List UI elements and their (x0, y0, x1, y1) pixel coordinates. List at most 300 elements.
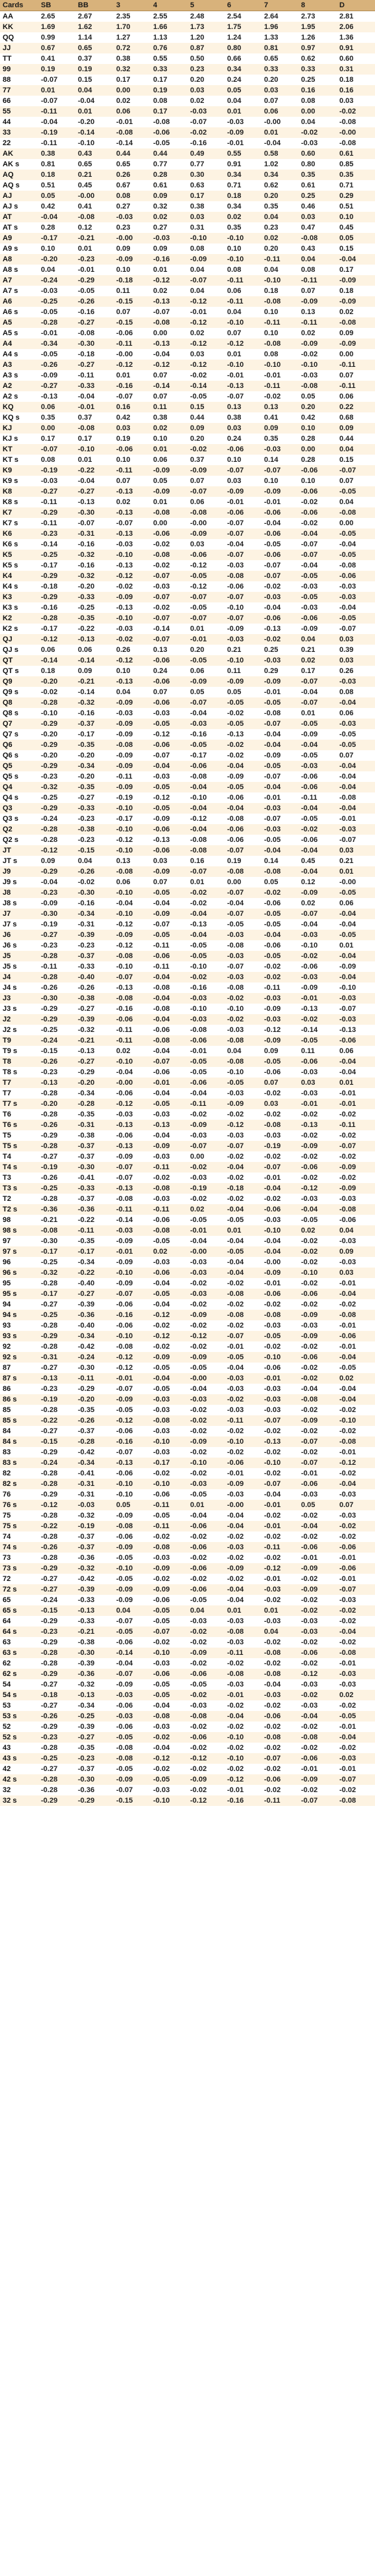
ev-cell: -0.28 (38, 1785, 75, 1795)
ev-cell: -0.24 (75, 1352, 114, 1363)
ev-cell: -0.01 (337, 1278, 375, 1289)
hand-cell: 77 (0, 85, 38, 96)
ev-cell: 0.77 (188, 159, 224, 170)
ev-cell: -0.09 (188, 1310, 224, 1320)
table-row (0, 518, 375, 529)
ev-cell: -0.02 (298, 127, 337, 138)
ev-cell: -0.10 (188, 233, 224, 243)
ev-cell: -0.09 (298, 1563, 337, 1574)
ev-cell: -0.02 (114, 581, 151, 592)
ev-cell: -0.10 (224, 254, 261, 265)
ev-cell: -0.01 (114, 1246, 151, 1257)
ev-cell: -0.08 (298, 381, 337, 391)
ev-cell: -0.05 (298, 1215, 337, 1225)
hand-cell: T3 s (0, 1183, 38, 1194)
ev-cell: -0.09 (261, 1268, 298, 1278)
ev-cell: -0.04 (261, 845, 298, 856)
ev-cell: -0.28 (38, 317, 75, 328)
ev-cell: -0.03 (337, 1669, 375, 1679)
ev-cell: -0.05 (188, 1215, 224, 1225)
ev-cell: 0.15 (337, 243, 375, 254)
ev-cell: -0.02 (188, 1722, 224, 1732)
ev-cell: 0.06 (114, 877, 151, 887)
ev-cell: -0.09 (298, 729, 337, 740)
ev-cell: 0.06 (261, 106, 298, 117)
ev-cell: -0.09 (188, 529, 224, 539)
ev-cell: -0.11 (114, 465, 151, 476)
ev-cell: -0.09 (114, 782, 151, 792)
ev-cell: -0.04 (188, 708, 224, 719)
ev-cell: -0.09 (337, 275, 375, 286)
ev-cell: -0.07 (337, 1141, 375, 1151)
ev-cell: -0.09 (337, 1162, 375, 1173)
ev-cell: 0.29 (337, 191, 375, 201)
hand-cell: J3 s (0, 1004, 38, 1014)
ev-cell: -0.03 (151, 1394, 188, 1405)
table-row (0, 719, 375, 729)
hand-cell: Q6 s (0, 750, 38, 761)
ev-cell: 0.35 (224, 222, 261, 233)
table-row (0, 771, 375, 782)
ev-cell: -0.01 (337, 1099, 375, 1109)
ev-cell: 0.04 (337, 1225, 375, 1236)
ev-cell: -0.06 (151, 1489, 188, 1500)
ev-cell: -0.09 (298, 1310, 337, 1320)
table-row (0, 349, 375, 360)
hand-cell: A6 s (0, 307, 38, 317)
ev-cell: 0.41 (261, 412, 298, 423)
ev-cell: 0.10 (114, 265, 151, 275)
ev-cell: 0.09 (188, 423, 224, 434)
ev-cell: -0.02 (224, 1658, 261, 1669)
ev-cell: -0.07 (151, 634, 188, 645)
table-row (0, 1299, 375, 1310)
table-row (0, 972, 375, 982)
ev-cell: -0.02 (298, 1531, 337, 1542)
ev-cell: -0.26 (38, 1056, 75, 1067)
ev-cell: 0.06 (337, 391, 375, 402)
ev-cell: -0.04 (114, 1658, 151, 1669)
ev-cell: 0.10 (114, 455, 151, 465)
ev-cell: -0.30 (75, 1162, 114, 1173)
ev-cell: -0.12 (114, 1415, 151, 1426)
ev-cell: -0.04 (337, 1352, 375, 1363)
ev-cell: -0.07 (151, 750, 188, 761)
ev-cell: 0.16 (114, 402, 151, 412)
ev-cell: -0.05 (151, 803, 188, 814)
ev-cell: -0.14 (38, 539, 75, 550)
ev-cell: 0.01 (151, 265, 188, 275)
table-row (0, 85, 375, 96)
ev-cell: 2.54 (224, 11, 261, 22)
ev-cell: -0.09 (298, 1331, 337, 1341)
ev-cell: -0.07 (298, 1436, 337, 1447)
ev-cell: 0.68 (337, 412, 375, 423)
ev-cell: -0.02 (261, 1426, 298, 1436)
ev-cell: -0.17 (38, 233, 75, 243)
ev-cell: -0.06 (261, 1289, 298, 1299)
ev-cell: -0.09 (337, 1183, 375, 1194)
hand-cell: 43 (0, 1743, 38, 1753)
ev-cell: -0.03 (298, 581, 337, 592)
ev-cell: -0.21 (75, 1035, 114, 1046)
ev-cell: -0.30 (75, 1774, 114, 1785)
ev-cell: -0.10 (114, 1489, 151, 1500)
ev-cell: -0.04 (75, 476, 114, 486)
ev-cell: -0.10 (298, 1268, 337, 1278)
ev-cell: -0.13 (38, 1078, 75, 1088)
hand-cell: T7 (0, 1078, 38, 1088)
ev-cell: -0.13 (114, 676, 151, 687)
ev-cell: -0.02 (337, 1637, 375, 1648)
ev-cell: 0.55 (151, 53, 188, 64)
ev-cell: -0.08 (224, 1289, 261, 1299)
ev-cell: 0.03 (261, 1099, 298, 1109)
hand-cell: 76 (0, 1489, 38, 1500)
ev-cell: -0.09 (114, 1394, 151, 1405)
hand-cell: J6 (0, 930, 38, 940)
table-row (0, 1700, 375, 1711)
ev-cell: 0.07 (188, 476, 224, 486)
ev-cell: -0.03 (337, 719, 375, 729)
hand-cell: AJ s (0, 201, 38, 212)
ev-cell: -0.03 (337, 1014, 375, 1025)
ev-cell: -0.17 (75, 729, 114, 740)
ev-cell: -0.17 (38, 1246, 75, 1257)
ev-cell: -0.14 (38, 655, 75, 666)
ev-cell: -0.09 (261, 750, 298, 761)
ev-cell: -0.05 (261, 919, 298, 930)
ev-cell: 0.09 (151, 243, 188, 254)
ev-cell: -0.03 (151, 1194, 188, 1204)
table-row (0, 1637, 375, 1648)
ev-cell: -0.03 (261, 1584, 298, 1595)
ev-cell: -0.08 (224, 1626, 261, 1637)
ev-cell: -0.01 (224, 497, 261, 507)
ev-cell: 0.37 (75, 53, 114, 64)
ev-cell: -0.08 (151, 1225, 188, 1236)
ev-cell: 0.04 (38, 265, 75, 275)
ev-cell: -0.06 (151, 1067, 188, 1078)
ev-cell: -0.02 (151, 539, 188, 550)
hand-cell: QT s (0, 666, 38, 676)
ev-cell: -0.18 (75, 349, 114, 360)
ev-cell: -0.15 (38, 1436, 75, 1447)
ev-cell: -0.05 (151, 719, 188, 729)
hand-cell: AT (0, 212, 38, 222)
ev-cell: 0.03 (151, 856, 188, 866)
ev-cell: 0.07 (114, 307, 151, 317)
ev-cell: -0.07 (261, 560, 298, 571)
ev-cell: -0.04 (188, 909, 224, 919)
ev-cell: -0.02 (298, 349, 337, 360)
hand-cell: Q3 s (0, 814, 38, 824)
ev-cell: -0.07 (188, 697, 224, 708)
ev-cell: 0.11 (298, 1046, 337, 1056)
ev-cell: 0.04 (188, 1605, 224, 1616)
hand-cell: 87 s (0, 1373, 38, 1384)
ev-cell: -0.25 (38, 1025, 75, 1035)
ev-cell: -0.03 (224, 951, 261, 961)
ev-cell: -0.27 (75, 360, 114, 370)
ev-cell: -0.07 (337, 1584, 375, 1595)
ev-cell: -0.07 (261, 814, 298, 824)
ev-cell: 0.10 (38, 243, 75, 254)
table-row (0, 1500, 375, 1510)
ev-cell: -0.06 (114, 1299, 151, 1310)
ev-cell: -0.08 (261, 708, 298, 719)
ev-cell: -0.30 (75, 1648, 114, 1658)
ev-cell: -0.02 (337, 1468, 375, 1479)
ev-cell: -0.12 (114, 919, 151, 930)
ev-cell: -0.11 (38, 518, 75, 529)
ev-cell: -0.31 (75, 1479, 114, 1489)
ev-cell: -0.23 (75, 1753, 114, 1764)
ev-cell: -0.25 (38, 550, 75, 560)
ev-cell: 0.18 (337, 75, 375, 85)
ev-cell: -0.13 (114, 529, 151, 539)
ev-cell: -0.40 (75, 1320, 114, 1331)
ev-cell: 0.07 (151, 687, 188, 697)
ev-cell: -0.33 (75, 381, 114, 391)
ev-cell: -0.08 (261, 1732, 298, 1743)
hand-cell: TT (0, 53, 38, 64)
ev-cell: -0.08 (337, 560, 375, 571)
ev-cell: -0.07 (224, 592, 261, 602)
ev-cell: -0.17 (188, 750, 224, 761)
ev-cell: -0.27 (38, 1700, 75, 1711)
ev-cell: -0.20 (38, 1099, 75, 1109)
ev-cell: 0.61 (298, 180, 337, 191)
hand-cell: T7 (0, 1088, 38, 1099)
ev-cell: -0.32 (75, 1563, 114, 1574)
hand-cell: A2 (0, 381, 38, 391)
ev-cell: -0.03 (188, 1479, 224, 1489)
table-row (0, 676, 375, 687)
ev-cell: -0.04 (38, 117, 75, 127)
ev-cell: -0.08 (188, 507, 224, 518)
ev-cell: -0.02 (188, 1447, 224, 1458)
ev-cell: -0.06 (298, 1753, 337, 1764)
ev-cell: 1.69 (38, 22, 75, 32)
ev-cell: -0.05 (188, 1679, 224, 1690)
ev-cell: -0.03 (38, 476, 75, 486)
ev-cell: -0.13 (75, 1046, 114, 1056)
ev-cell: -0.09 (224, 486, 261, 497)
table-row (0, 1162, 375, 1173)
hand-cell: 72 (0, 1574, 38, 1584)
ev-cell: -0.27 (75, 792, 114, 803)
ev-cell: -0.02 (224, 1109, 261, 1120)
ev-cell: -0.07 (114, 1616, 151, 1626)
ev-cell: -0.12 (188, 1753, 224, 1764)
ev-cell: -0.05 (298, 719, 337, 729)
ev-cell: -0.07 (151, 571, 188, 581)
ev-cell: -0.06 (151, 1025, 188, 1035)
ev-cell: -0.05 (337, 1711, 375, 1722)
ev-cell: 0.02 (151, 212, 188, 222)
hand-cell: KJ (0, 423, 38, 434)
table-row (0, 212, 375, 222)
ev-cell: -0.09 (261, 486, 298, 497)
ev-cell: -0.02 (151, 1341, 188, 1352)
table-row (0, 275, 375, 286)
ev-cell: 0.81 (261, 43, 298, 53)
ev-cell: -0.10 (188, 792, 224, 803)
column-header: 6 (224, 0, 261, 11)
hand-cell: J3 (0, 993, 38, 1004)
ev-cell: -0.04 (261, 1489, 298, 1500)
table-row (0, 803, 375, 814)
ev-cell: -0.16 (188, 138, 224, 148)
table-row (0, 1795, 375, 1806)
ev-cell: -0.19 (38, 1394, 75, 1405)
ev-cell: 0.15 (75, 75, 114, 85)
ev-cell: -0.02 (188, 370, 224, 381)
ev-cell: -0.29 (38, 761, 75, 771)
ev-cell: 0.08 (114, 191, 151, 201)
ev-cell: -0.09 (114, 1774, 151, 1785)
ev-cell: -0.26 (38, 1120, 75, 1130)
ev-cell: -0.12 (114, 1363, 151, 1373)
table-row (0, 1173, 375, 1183)
ev-cell: -0.02 (38, 687, 75, 697)
ev-cell: 1.20 (188, 32, 224, 43)
ev-cell: 0.07 (151, 370, 188, 381)
ev-cell: -0.10 (224, 1732, 261, 1743)
ev-cell: -0.07 (261, 571, 298, 581)
ev-cell: -0.22 (75, 624, 114, 634)
ev-cell: 0.04 (298, 117, 337, 127)
ev-cell: 0.45 (75, 180, 114, 191)
ev-cell: -0.02 (224, 1553, 261, 1563)
ev-cell: -0.07 (188, 613, 224, 624)
hand-cell: T8 (0, 1056, 38, 1067)
ev-cell: 0.00 (224, 877, 261, 887)
ev-cell: 0.01 (188, 1500, 224, 1510)
ev-cell: -0.04 (188, 824, 224, 835)
ev-cell: -0.02 (337, 1151, 375, 1162)
ev-cell: -0.05 (224, 697, 261, 708)
ev-cell: -0.03 (337, 993, 375, 1004)
ev-cell: -0.05 (188, 951, 224, 961)
ev-cell: -0.06 (261, 1711, 298, 1722)
ev-cell: -0.08 (114, 740, 151, 750)
hand-cell: Q4 (0, 782, 38, 792)
ev-cell: -0.04 (298, 1521, 337, 1531)
ev-cell: -0.11 (114, 338, 151, 349)
ev-cell: -0.02 (188, 1426, 224, 1436)
ev-cell: -0.05 (151, 782, 188, 792)
ev-cell: -0.02 (188, 1785, 224, 1795)
ev-cell: 0.11 (114, 286, 151, 296)
table-row (0, 1584, 375, 1595)
ev-cell: -0.05 (151, 887, 188, 898)
ev-cell: -0.05 (188, 1067, 224, 1078)
ev-cell: -0.29 (38, 571, 75, 581)
table-row (0, 887, 375, 898)
ev-cell: -0.13 (298, 1120, 337, 1130)
ev-cell: -0.03 (298, 1700, 337, 1711)
hand-cell: A8 (0, 254, 38, 265)
ev-cell: 0.11 (151, 402, 188, 412)
ev-cell: -0.05 (188, 1489, 224, 1500)
hand-cell: 62 (0, 1658, 38, 1669)
ev-cell: -0.08 (114, 866, 151, 877)
table-row (0, 909, 375, 919)
ev-cell: -0.02 (261, 1151, 298, 1162)
ev-cell: 0.13 (114, 856, 151, 866)
ev-cell: -0.03 (151, 771, 188, 782)
ev-cell: -0.11 (38, 106, 75, 117)
ev-cell: 0.13 (151, 645, 188, 655)
ev-cell: 0.04 (298, 634, 337, 645)
hand-cell: QJ (0, 634, 38, 645)
ev-cell: -0.09 (261, 1035, 298, 1046)
ev-cell: -0.13 (114, 602, 151, 613)
hand-cell: 84 (0, 1426, 38, 1436)
ev-cell: 0.43 (75, 148, 114, 159)
ev-cell: -0.20 (38, 254, 75, 265)
table-row (0, 824, 375, 835)
hand-cell: T9 (0, 1035, 38, 1046)
ev-cell: -0.02 (261, 1194, 298, 1204)
hand-cell: 42 s (0, 1774, 38, 1785)
ev-cell: -0.09 (298, 1774, 337, 1785)
ev-cell: -0.13 (261, 624, 298, 634)
ev-cell: -0.02 (224, 750, 261, 761)
ev-cell: 0.02 (298, 655, 337, 666)
ev-cell: 0.25 (261, 645, 298, 655)
table-row (0, 75, 375, 85)
ev-cell: 0.07 (298, 286, 337, 296)
ev-cell: 0.01 (337, 866, 375, 877)
ev-cell: -0.08 (75, 212, 114, 222)
ev-cell: -0.02 (224, 1722, 261, 1732)
ev-cell: -0.37 (75, 1542, 114, 1553)
ev-cell: -0.02 (188, 1405, 224, 1415)
ev-cell: -0.03 (151, 1405, 188, 1415)
ev-cell: -0.22 (75, 465, 114, 476)
ev-cell: -0.28 (38, 824, 75, 835)
ev-cell: -0.12 (188, 360, 224, 370)
hand-cell: Q9 (0, 676, 38, 687)
ev-cell: -0.20 (75, 1394, 114, 1405)
ev-cell: -0.08 (261, 1310, 298, 1320)
ev-cell: -0.03 (261, 655, 298, 666)
table-row (0, 233, 375, 243)
ev-cell: -0.16 (114, 381, 151, 391)
ev-cell: -0.23 (75, 835, 114, 845)
hand-cell: J9 s (0, 877, 38, 887)
ev-cell: -0.28 (38, 1510, 75, 1521)
table-row (0, 666, 375, 676)
ev-cell: -0.11 (114, 1025, 151, 1035)
hand-cell: 88 (0, 75, 38, 85)
ev-cell: -0.36 (75, 1785, 114, 1795)
ev-cell: -0.04 (38, 877, 75, 887)
ev-cell: -0.03 (337, 592, 375, 602)
hand-cell: J9 (0, 866, 38, 877)
ev-cell: -0.12 (298, 1669, 337, 1679)
ev-cell: -0.05 (188, 655, 224, 666)
ev-cell: -0.02 (188, 1299, 224, 1310)
ev-cell: -0.01 (261, 687, 298, 697)
ev-cell: -0.01 (337, 1088, 375, 1099)
table-row (0, 1394, 375, 1405)
ev-cell: -0.03 (298, 930, 337, 940)
ev-cell: -0.34 (75, 909, 114, 919)
